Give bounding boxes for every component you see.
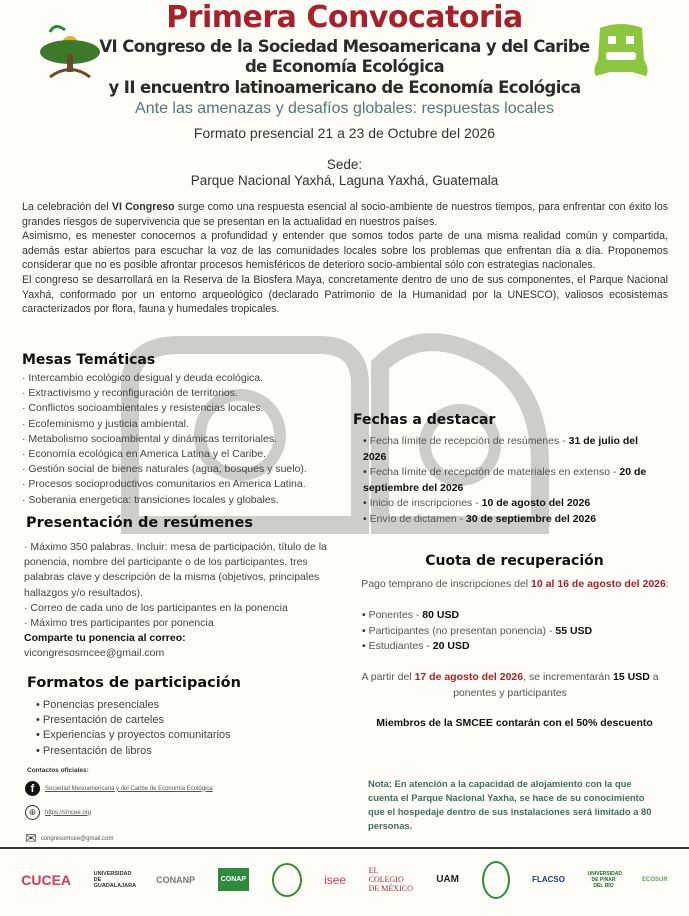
logo-upr: UNIVERSIDAD DE PINAR DEL RÍO: [587, 870, 622, 889]
facebook-contact[interactable]: [25, 781, 213, 796]
list-item: · Conflictos socioambientales y resistencias locales.: [22, 402, 264, 415]
resumenes-heading: Presentación de resúmenes: [26, 515, 253, 531]
logo-belize-seal: [272, 863, 302, 897]
subtitle-line1: VI Congreso de la Sociedad Mesoamericana y del Caribe: [99, 37, 590, 56]
intro-bold: VI Congreso: [111, 201, 175, 213]
venue: [0, 157, 689, 189]
formatos-list: [36, 698, 231, 759]
list-item: • Estudiantes - 20 USD: [362, 639, 592, 655]
list-item: · Correo de cada uno de los participantes en la ponencia: [24, 601, 288, 614]
facebook-icon: f: [25, 781, 40, 796]
early-payment: Pago temprano de inscripciones del 10 al 16 de agosto del 2026:: [361, 578, 669, 590]
list-item: • Ponentes - 80 USD: [362, 608, 592, 624]
venue-label: Sede:: [326, 157, 363, 172]
list-item: • Inicio de inscripciones - 10 de agosto del 2026: [363, 496, 663, 512]
list-item: · Gestión social de bienes naturales (agua, bosques y suelo).: [22, 463, 307, 476]
logo-ecosur: ECOSUR: [642, 876, 668, 883]
contacts-heading: Contactos oficiales:: [27, 767, 89, 774]
intro-p3: El congreso se desarrollará en la Reserva de la Biosfera Maya, concretamente dentro de uno de sus componentes, el Parque Nacional Yaxhá, conformado por un entorno arqueológico (declarado Patrimonio de la Humanidad por la UNESCO), valiosos ecosistemas caracterizados por flora, fauna y humedales tropicales.: [22, 273, 668, 316]
logo-colmex: EL COLEGIO DE MÉXICO: [368, 866, 413, 893]
logo-university-seal: [482, 861, 510, 899]
submission-email[interactable]: vicongresosmcee@gmail.com: [24, 647, 165, 660]
list-item: · Metabolismo socioambiental y dinámicas territoriales.: [22, 432, 278, 445]
sponsor-logos: [0, 852, 689, 907]
divider: [0, 847, 689, 849]
logo-uam: UAM: [436, 874, 459, 885]
list-item: · Máximo tres participantes por ponencia: [24, 617, 214, 630]
mesas-heading: Mesas Temáticas: [22, 352, 156, 368]
list-item: · Soberania energetica: transiciones locales y globales.: [22, 493, 279, 506]
list-item: • Experiencias y proyectos comunitarios: [36, 728, 231, 743]
share-label: Comparte tu ponencia al correo:: [24, 632, 186, 645]
list-item: • Envío de dictamen - 30 de septiembre del 2026: [363, 512, 663, 528]
logo-isee: isee: [324, 872, 347, 887]
list-item: · Máximo 350 palabras. Incluir: mesa de participación, título de la ponencia, nombre del participante o de los participantes, tres palabras clave y descripción de la misma (objetivos, principales hallazgos y/o resultados).: [24, 541, 327, 599]
list-item: • Fecha límite de recepción de materiales en extenso - 20 de septiembre del 2026: [363, 465, 663, 496]
formatos-heading: Formatos de participación: [27, 675, 241, 691]
intro-p1: La celebración del: [22, 201, 112, 213]
fechas-heading: Fechas a destacar: [353, 412, 496, 428]
list-item: • Ponencias presenciales: [36, 698, 231, 713]
list-item: • Presentación de carteles: [36, 713, 231, 728]
members-discount: Miembros de la SMCEE contarán con el 50% descuento: [376, 717, 653, 729]
web-link[interactable]: https://smcee.org: [45, 809, 92, 816]
intro-p2: Asimismo, es menester conocernos a profundidad y entender que somos todos parte de una misma realidad común y compartida, además estar abiertos para escuchar la voz de las comunidades locales sobre los problemas que enfrentan día a día. Proponemos considerar que no es posible afrontar procesos hemisféricos de deterioro socio-ambiental sólo con estrategias nacionales.: [22, 230, 668, 272]
intro-text: [22, 200, 668, 317]
subtitle-line2: de Economía Ecológica: [244, 57, 445, 76]
list-item: • Participantes (no presentan ponencia) - 55 USD: [362, 624, 592, 640]
mesas-list: [22, 371, 352, 508]
subtitle-line3: y II encuentro latinoamericano de Economía Ecológica: [108, 78, 581, 97]
accommodation-note: Nota: En atención a la capacidad de alojamiento con la que cuenta el Parque Nacional Yaxha, se hace de su conocimiento que el hospedaje dentro de sus instalaciones será limitado a 80 personas.: [368, 778, 652, 831]
prices-list: [362, 608, 592, 655]
web-contact[interactable]: [25, 805, 91, 820]
logo-conap: CONAP: [218, 868, 249, 891]
venue-name: Parque Nacional Yaxhá, Laguna Yaxhá, Guatemala: [190, 173, 499, 188]
globe-icon: ⊕: [25, 805, 40, 820]
fechas-list: [363, 434, 663, 527]
logo-udg: UNIVERSIDAD DE GUADALAJARA: [93, 870, 137, 889]
logo-flacso: FLACSO: [532, 875, 565, 884]
list-item: • Presentación de libros: [36, 744, 231, 759]
list-item: · Extractivismo y reconfiguración de territorios.: [22, 387, 238, 400]
late-payment: A partir del 17 de agosto del 2026, se incrementarán 15 USD a ponentes y participantes: [361, 671, 659, 699]
event-format: Formato presencial 21 a 23 de Octubre del 2026: [193, 125, 496, 141]
facebook-link[interactable]: Sociedad Mesoamericana y del Caribe de Economía Ecológica: [45, 785, 213, 792]
intro-p1-post: surge como una respuesta esencial al socio-ambiente de nuestros tiempos, para enfrentar con éxito los grandes riesgos de supervivencia que se presentan en la actualidad en nuestros países.: [22, 201, 669, 228]
list-item: · Economía ecológica en America Latina y el Caribe.: [22, 448, 266, 461]
email-contact[interactable]: [25, 830, 114, 847]
list-item: · Procesos socioproductivos comunitarios en America Latina.: [22, 478, 306, 491]
list-item: · Intercambio ecológico desigual y deuda ecológica.: [22, 372, 264, 384]
list-item: • Fecha límite de recepción de resúmenes - 31 de julio del 2026: [363, 434, 663, 465]
page-title: Primera Convocatoria: [166, 0, 523, 35]
email-link[interactable]: congresomcee@gmail.com: [40, 835, 114, 842]
resumenes-list: [24, 540, 342, 662]
logo-cucea: CUCEA: [21, 871, 72, 888]
list-item: · Ecofeminismo y justicia ambiental.: [22, 417, 189, 430]
logo-conanp: CONANP: [156, 874, 196, 885]
cuota-heading: Cuota de recuperación: [425, 553, 604, 569]
tagline: Ante las amenazas y desafíos globales: respuestas locales: [135, 100, 554, 117]
envelope-icon: ✉: [25, 830, 37, 846]
